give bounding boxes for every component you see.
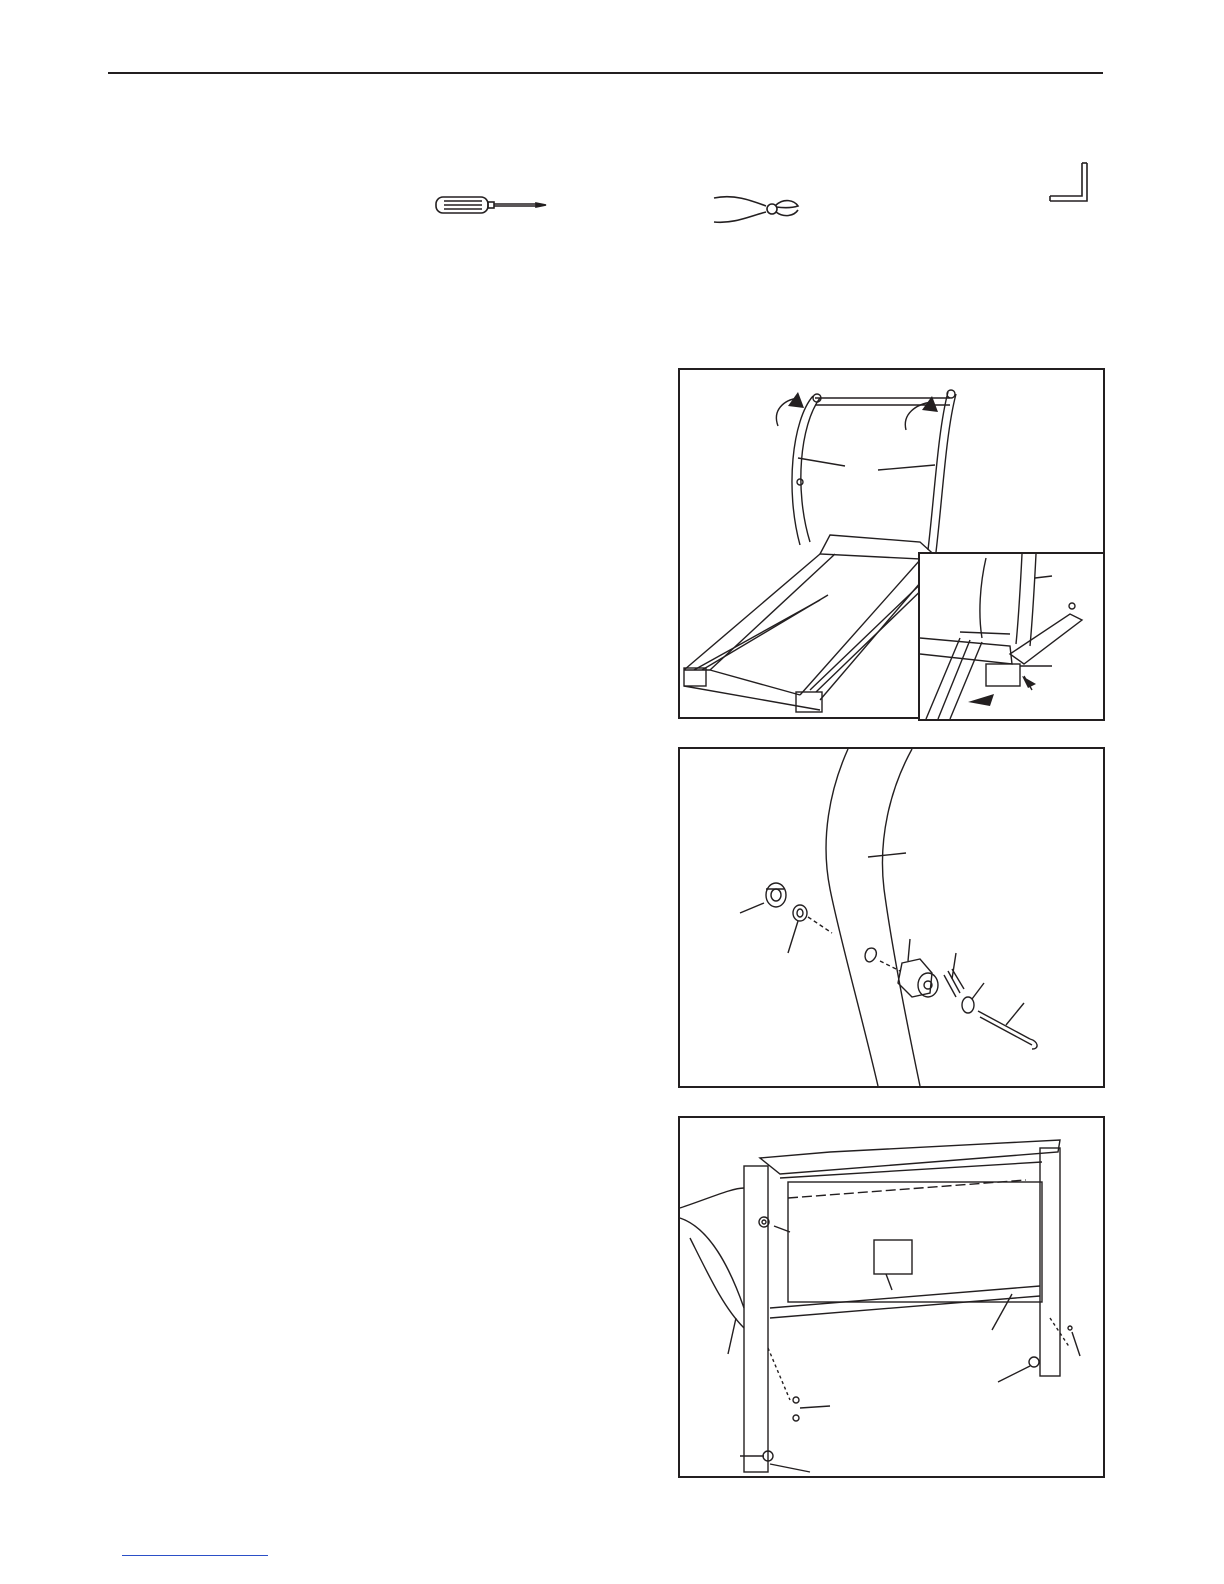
figure-3-base-frame-drawing [680, 1118, 1103, 1476]
footer-link-underline[interactable] [122, 1555, 268, 1556]
figure-2-frame [678, 747, 1105, 1088]
screwdriver-icon [432, 190, 552, 220]
figure-3-frame [678, 1116, 1105, 1478]
figure-2-pin-assembly-drawing [680, 749, 1103, 1086]
figure-1-inset-drawing [920, 554, 1103, 719]
pliers-icon [710, 190, 802, 230]
allen-wrench-icon [1044, 160, 1092, 204]
header-rule [108, 72, 1103, 74]
figure-1-frame [678, 368, 1105, 719]
figure-1-inset [918, 552, 1105, 721]
